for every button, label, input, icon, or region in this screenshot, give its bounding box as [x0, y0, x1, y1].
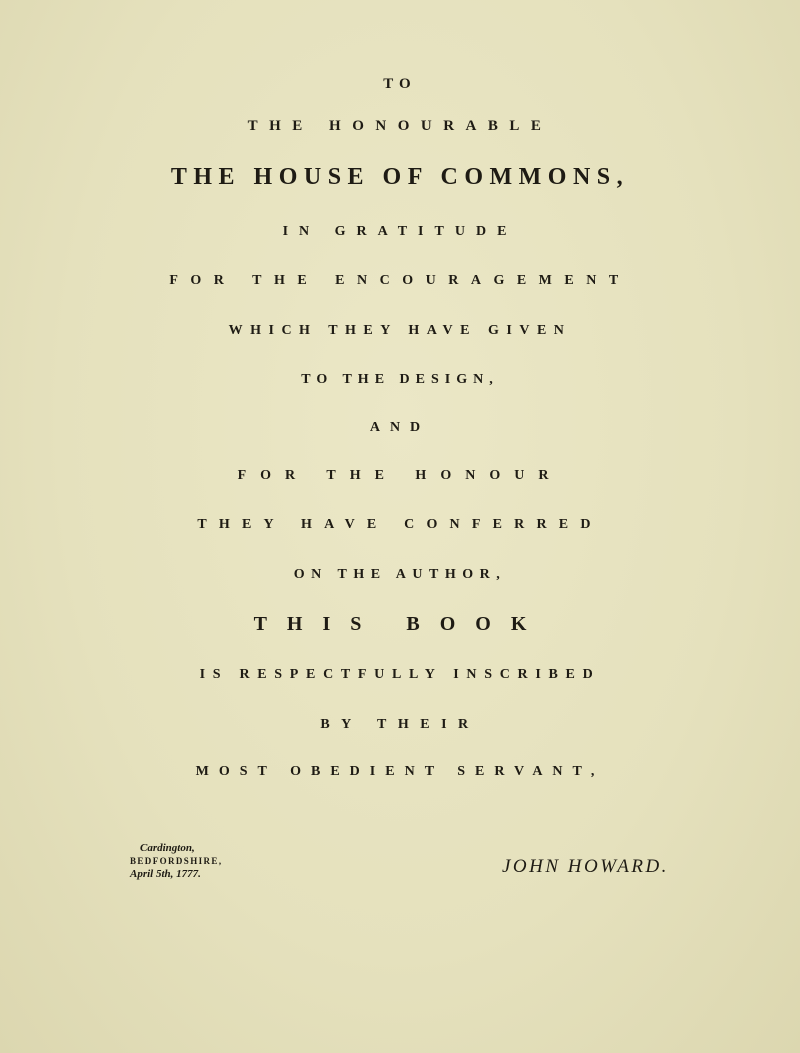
encouragement-line: FOR THE ENCOURAGEMENT — [169, 273, 631, 288]
gratitude-line: IN GRATITUDE — [282, 224, 518, 239]
which-given-line: WHICH THEY HAVE GIVEN — [228, 323, 572, 338]
design-line: TO THE DESIGN, — [301, 372, 499, 387]
conferred-line: THEY HAVE CONFERRED — [197, 517, 603, 532]
inscribed-line: IS RESPECTFULLY INSCRIBED — [199, 667, 601, 682]
author-line: ON THE AUTHOR, — [293, 567, 507, 582]
by-their-line: BY THEIR — [320, 717, 480, 732]
signature: JOHN HOWARD. — [502, 856, 669, 877]
house-of-commons-line: THE HOUSE OF COMMONS, — [170, 164, 630, 190]
honour-line: FOR THE HONOUR — [237, 468, 563, 483]
servant-line: MOST OBEDIENT SERVANT, — [195, 764, 605, 779]
and-line: AND — [369, 420, 431, 435]
dateline-date: April 5th, 1777. — [130, 868, 201, 880]
dateline-county: BEDFORDSHIRE, — [130, 856, 223, 866]
this-book-line: THIS BOOK — [253, 613, 547, 635]
dateline — [130, 842, 330, 881]
to-line: TO — [383, 76, 417, 92]
honourable-line: THE HONOURABLE — [247, 118, 553, 134]
dateline-place: Cardington, — [140, 842, 195, 854]
